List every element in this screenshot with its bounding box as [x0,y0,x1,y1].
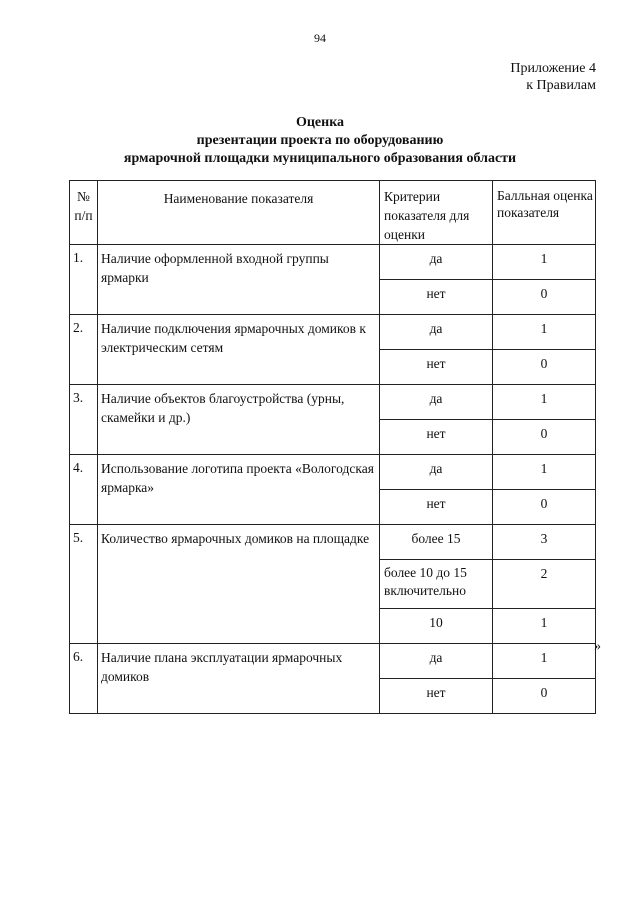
score-cell: 0 [493,350,596,385]
score-cell: 1 [493,455,596,490]
score-cell: 1 [493,245,596,280]
table-header-row [70,181,596,245]
indicator-name: Наличие объектов благоустройства (урны, скамейки и др.) [98,385,380,455]
appendix-reference [510,60,596,94]
indicator-name: Использование логотипа проекта «Вологодская ярмарка» [98,455,380,525]
criteria-cell: нет [380,420,493,455]
header-score: Балльная оценка показателя [493,181,596,245]
score-cell: 1 [493,315,596,350]
indicator-name: Наличие подключения ярмарочных домиков к электрическим сетям [98,315,380,385]
criteria-cell: 10 [380,609,493,644]
document-title [0,114,640,168]
score-cell: 1 [493,385,596,420]
table-row [70,644,596,679]
score-cell: 1 [493,609,596,644]
header-criteria: Критерии показателя для оценки [380,181,493,245]
table-row [70,455,596,490]
page-number: 94 [314,31,326,45]
title-line-1: Оценка [295,115,345,130]
criteria-cell: да [380,455,493,490]
criteria-cell: нет [380,350,493,385]
row-number: 2. [70,315,98,385]
table-body [70,245,596,714]
score-cell: 0 [493,490,596,525]
criteria-cell: нет [380,490,493,525]
appendix-line-2: к Правилам [526,78,596,93]
criteria-cell: да [380,385,493,420]
score-cell: 2 [493,560,596,609]
criteria-cell: нет [380,679,493,714]
criteria-cell: более 10 до 15 включительно [380,560,493,609]
title-line-3: ярмарочной площадки муниципального образования области [123,151,517,166]
score-cell: 0 [493,679,596,714]
row-number: 1. [70,245,98,315]
criteria-table [69,180,596,714]
criteria-cell: да [380,644,493,679]
criteria-cell: более 15 [380,525,493,560]
row-number: 6. [70,644,98,714]
indicator-name: Количество ярмарочных домиков на площадке [98,525,380,644]
score-cell: 0 [493,420,596,455]
indicator-name: Наличие плана эксплуатации ярмарочных домиков [98,644,380,714]
table-row [70,525,596,560]
score-cell: 3 [493,525,596,560]
header-num: № п/п [70,181,98,245]
indicator-name: Наличие оформленной входной группы ярмарки [98,245,380,315]
criteria-cell: да [380,245,493,280]
row-number: 4. [70,455,98,525]
table-row [70,385,596,420]
table-row [70,245,596,280]
score-cell: 0 [493,280,596,315]
closing-quote: » [594,639,601,654]
criteria-cell: нет [380,280,493,315]
header-name: Наименование показателя [98,181,380,245]
table-row [70,315,596,350]
row-number: 3. [70,385,98,455]
score-cell: 1 [493,644,596,679]
appendix-line-1: Приложение 4 [510,61,596,76]
title-line-2: презентации проекта по оборудованию [196,133,444,148]
criteria-cell: да [380,315,493,350]
row-number: 5. [70,525,98,644]
